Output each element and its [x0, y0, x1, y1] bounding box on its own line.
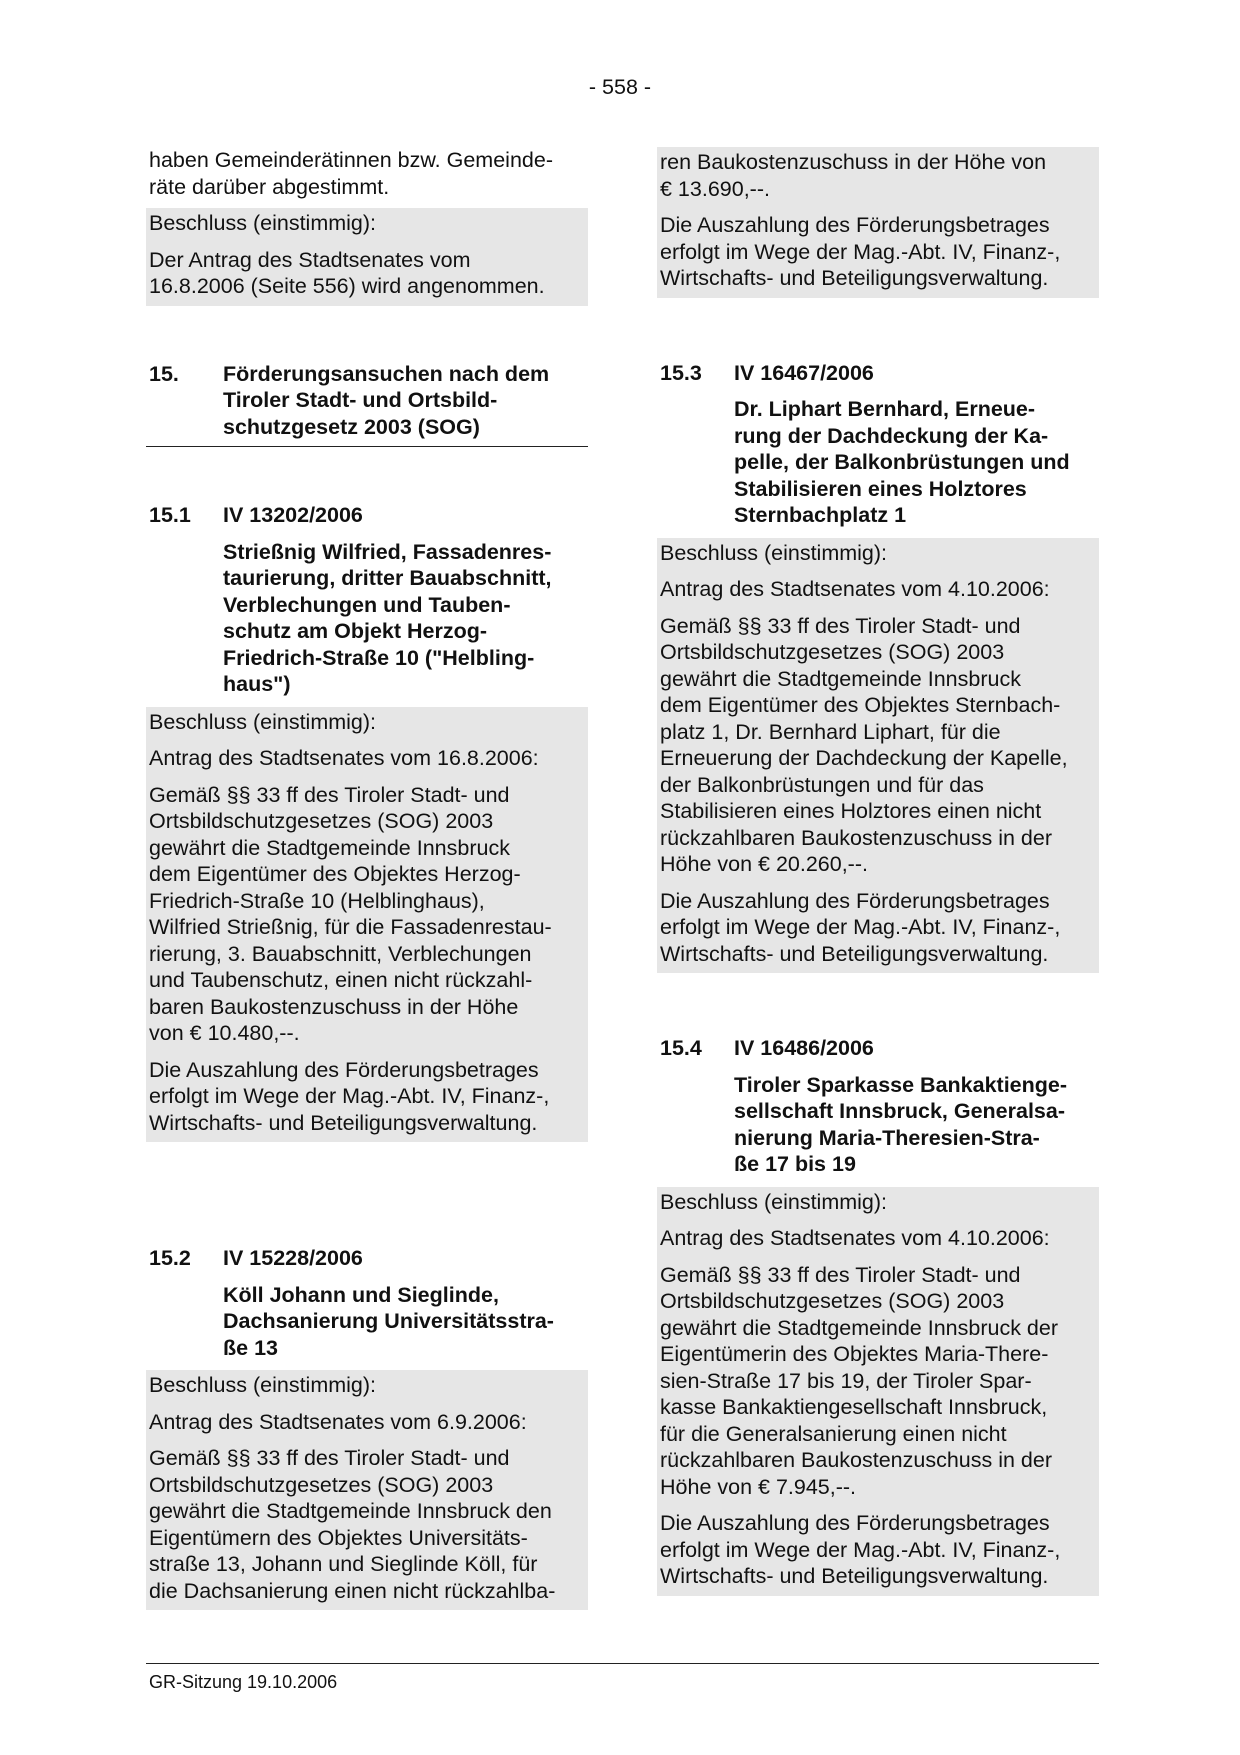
- payment-note: [660, 1510, 1096, 1590]
- body-line: € 13.690,--.: [660, 176, 770, 201]
- payment-line: Die Auszahlung des Förderungsbetrages: [660, 1511, 1050, 1535]
- body-line: gewährt die Stadtgemeinde Innsbruck: [660, 666, 1021, 691]
- body-line: Friedrich-Straße 10 (Helblinghaus),: [149, 888, 485, 913]
- body-line: und Taubenschutz, einen nicht rückzahl-: [149, 968, 533, 992]
- resolution-box-15-2: [146, 1370, 588, 1610]
- motion-label: Antrag des Stadtsenates vom 4.10.2006:: [660, 1226, 1050, 1250]
- payment-line: Die Auszahlung des Förderungsbetrages: [149, 1057, 539, 1082]
- title-line: Tiroler Stadt- und Ortsbild-: [223, 388, 498, 412]
- section-ref: IV 15228/2006: [223, 1246, 363, 1270]
- resolution-body: [660, 1262, 1096, 1501]
- body-line: Gemäß §§ 33 ff des Tiroler Stadt- und: [660, 1262, 1021, 1287]
- body-line: Eigentümern des Objektes Universitäts-: [149, 1525, 528, 1550]
- title-line: nierung Maria-Theresien-Stra-: [734, 1125, 1040, 1150]
- resolution-box-15-3: [657, 538, 1099, 974]
- intro-line: haben Gemeinderätinnen bzw. Gemeinde-: [149, 148, 553, 172]
- resolution-line: Der Antrag des Stadtsenates vom: [149, 247, 471, 272]
- resolution-body: [149, 782, 585, 1047]
- payment-line: erfolgt im Wege der Mag.-Abt. IV, Finanz-,: [149, 1084, 550, 1108]
- payment-line: Wirtschafts- und Beteiligungsverwaltung.: [660, 941, 1049, 966]
- body-line: ren Baukostenzuschuss in der Höhe von: [660, 150, 1047, 174]
- section-title: [734, 396, 1096, 529]
- body-line: Höhe von € 20.260,--.: [660, 852, 868, 876]
- payment-line: erfolgt im Wege der Mag.-Abt. IV, Finanz-,: [660, 915, 1061, 939]
- body-line: gewährt die Stadtgemeinde Innsbruck den: [149, 1499, 552, 1523]
- section-number: 15.4: [660, 1036, 702, 1060]
- title-line: pelle, der Balkonbrüstungen und: [734, 450, 1070, 474]
- body-line: baren Baukostenzuschuss in der Höhe: [149, 994, 519, 1019]
- decision-label: Beschluss (einstimmig):: [149, 1373, 376, 1397]
- body-line: Eigentümerin des Objektes Maria-There-: [660, 1342, 1049, 1366]
- right-column: [657, 147, 1099, 1596]
- resolution-box-15-4: [657, 1187, 1099, 1596]
- body-line: rückzahlbaren Baukostenzuschuss in der: [660, 1448, 1052, 1472]
- resolution-box-15-1: [146, 707, 588, 1143]
- body-line: Ortsbildschutzgesetzes (SOG) 2003: [660, 640, 1005, 664]
- body-line: die Dachsanierung einen nicht rückzahlba-: [149, 1578, 556, 1603]
- section-number: 15.3: [660, 360, 702, 385]
- title-line: ße 13: [223, 1335, 278, 1360]
- section-ref: IV 16467/2006: [734, 360, 874, 385]
- payment-note: [149, 1057, 585, 1137]
- body-line: platz 1, Dr. Bernhard Liphart, für die: [660, 719, 1001, 744]
- body-line: gewährt die Stadtgemeinde Innsbruck der: [660, 1315, 1058, 1340]
- body-line: sien-Straße 17 bis 19, der Tiroler Spar-: [660, 1368, 1032, 1393]
- body-line: dem Eigentümer des Objektes Sternbach-: [660, 693, 1061, 717]
- section-heading-15-1: [146, 502, 588, 529]
- body-line: dem Eigentümer des Objektes Herzog-: [149, 862, 521, 886]
- title-line: schutzgesetz 2003 (SOG): [223, 414, 480, 439]
- intro-text: [146, 147, 588, 200]
- title-line: schutz am Objekt Herzog-: [223, 619, 488, 643]
- body-line: Gemäß §§ 33 ff des Tiroler Stadt- und: [660, 613, 1021, 638]
- motion-label: Antrag des Stadtsenates vom 6.9.2006:: [149, 1409, 527, 1434]
- section-ref: IV 16486/2006: [734, 1036, 874, 1060]
- payment-line: erfolgt im Wege der Mag.-Abt. IV, Finanz-,: [660, 1537, 1061, 1562]
- resolution-body: [149, 1445, 585, 1604]
- decision-label: Beschluss (einstimmig):: [660, 540, 887, 565]
- resolution-line: 16.8.2006 (Seite 556) wird angenommen.: [149, 274, 545, 298]
- title-line: Strießnig Wilfried, Fassadenres-: [223, 539, 552, 564]
- continuation-body: [660, 149, 1096, 202]
- section-heading-15-4: [657, 1035, 1099, 1062]
- section-heading-15: [146, 361, 588, 448]
- section-title: [223, 1282, 585, 1362]
- body-line: von € 10.480,--.: [149, 1021, 300, 1045]
- title-line: rung der Dachdeckung der Ka-: [734, 423, 1049, 448]
- title-line: Stabilisieren eines Holztores: [734, 476, 1027, 501]
- section-ref: IV 13202/2006: [223, 503, 363, 527]
- payment-line: Wirtschafts- und Beteiligungsverwaltung.: [149, 1110, 538, 1135]
- title-line: haus"): [223, 672, 291, 696]
- title-line: Sternbachplatz 1: [734, 503, 907, 527]
- section-heading-15-2: [146, 1245, 588, 1272]
- title-line: Köll Johann und Sieglinde,: [223, 1282, 499, 1307]
- title-line: Dr. Liphart Bernhard, Erneue-: [734, 397, 1036, 421]
- body-line: Ortsbildschutzgesetzes (SOG) 2003: [149, 1472, 494, 1497]
- body-line: straße 13, Johann und Sieglinde Köll, für: [149, 1552, 538, 1576]
- section-number: 15.: [149, 361, 179, 386]
- payment-line: Wirtschafts- und Beteiligungsverwaltung.: [660, 1564, 1049, 1588]
- title-line: Förderungsansuchen nach dem: [223, 361, 550, 386]
- decision-label: Beschluss (einstimmig):: [660, 1189, 887, 1214]
- section-number: 15.1: [149, 503, 191, 527]
- section-title: [734, 1072, 1096, 1178]
- section-title-15-1: [146, 539, 588, 698]
- section-number: 15.2: [149, 1246, 191, 1270]
- payment-note: [660, 888, 1096, 968]
- body-line: rückzahlbaren Baukostenzuschuss in der: [660, 825, 1052, 850]
- payment-line: Wirtschafts- und Beteiligungsverwaltung.: [660, 266, 1049, 290]
- title-line: taurierung, dritter Bauabschnitt,: [223, 566, 552, 590]
- section-title-15-3: [657, 396, 1099, 529]
- body-line: Stabilisieren eines Holztores einen nicht: [660, 799, 1042, 823]
- title-line: sellschaft Innsbruck, Generalsa-: [734, 1099, 1065, 1123]
- body-line: Ortsbildschutzgesetzes (SOG) 2003: [149, 809, 494, 833]
- motion-label: Antrag des Stadtsenates vom 16.8.2006:: [149, 746, 539, 770]
- continuation-box-15-2: [657, 147, 1099, 298]
- body-line: Höhe von € 7.945,--.: [660, 1474, 857, 1499]
- title-line: Friedrich-Straße 10 ("Helbling-: [223, 645, 535, 670]
- section-title-15-2: [146, 1282, 588, 1362]
- payment-note: [660, 212, 1096, 292]
- body-line: gewährt die Stadtgemeinde Innsbruck: [149, 835, 510, 860]
- body-line: Gemäß §§ 33 ff des Tiroler Stadt- und: [149, 1446, 510, 1470]
- payment-line: Die Auszahlung des Förderungsbetrages: [660, 888, 1050, 913]
- section-title: [223, 361, 585, 441]
- body-line: für die Generalsanierung einen nicht: [660, 1421, 1007, 1446]
- section-title-15-4: [657, 1072, 1099, 1178]
- resolution-body: [660, 613, 1096, 878]
- section-heading-15-3: [657, 360, 1099, 387]
- payment-line: Die Auszahlung des Förderungsbetrages: [660, 213, 1050, 237]
- body-line: kasse Bankaktiengesellschaft Innsbruck,: [660, 1395, 1048, 1419]
- body-line: Ortsbildschutzgesetzes (SOG) 2003: [660, 1289, 1005, 1313]
- section-title: [223, 539, 585, 698]
- title-line: Tiroler Sparkasse Bankaktienge-: [734, 1072, 1068, 1097]
- payment-line: erfolgt im Wege der Mag.-Abt. IV, Finanz-,: [660, 239, 1061, 264]
- decision-label: Beschluss (einstimmig):: [149, 211, 376, 235]
- title-line: Dachsanierung Universitätsstra-: [223, 1309, 554, 1333]
- body-line: Gemäß §§ 33 ff des Tiroler Stadt- und: [149, 782, 510, 807]
- page-number: - 558 -: [588, 75, 652, 99]
- title-line: ße 17 bis 19: [734, 1152, 856, 1176]
- body-line: rierung, 3. Bauabschnitt, Verblechungen: [149, 941, 532, 966]
- motion-label: Antrag des Stadtsenates vom 4.10.2006:: [660, 577, 1050, 601]
- body-line: Erneuerung der Dachdeckung der Kapelle,: [660, 746, 1068, 770]
- footer-divider: [146, 1663, 1099, 1664]
- title-line: Verblechungen und Tauben-: [223, 592, 511, 617]
- left-column: [146, 147, 588, 1610]
- intro-resolution-box: [146, 208, 588, 306]
- intro-line: räte darüber abgestimmt.: [149, 174, 390, 199]
- body-line: der Balkonbrüstungen und für das: [660, 772, 984, 797]
- resolution-text: [149, 247, 585, 300]
- body-line: Wilfried Strießnig, für die Fassadenrestau-: [149, 915, 552, 939]
- footer-text: GR-Sitzung 19.10.2006: [149, 1672, 338, 1692]
- decision-label: Beschluss (einstimmig):: [149, 709, 376, 734]
